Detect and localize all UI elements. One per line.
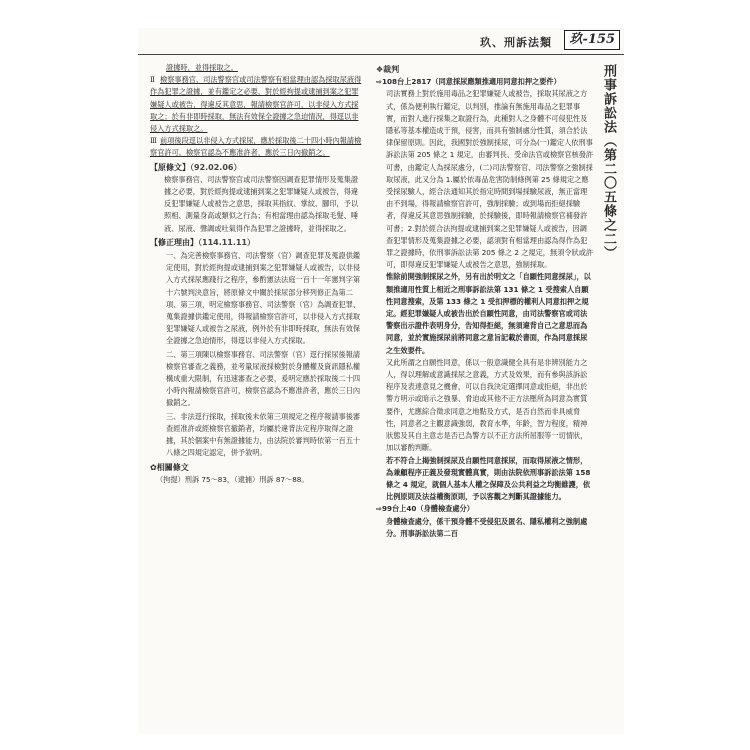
arrow-icon: ⇨ — [376, 504, 383, 514]
paragraph-3-number: Ⅲ — [150, 136, 157, 146]
case-1-key-holding: 惟除前開強制採尿之外，另有出於明文之「自願性同意採尿」，以類推適用性質上相近之刑事訴訟法第 131 條之 1 受搜索人自願性同意搜索，及第 133 條之 1 受扣押標的權利人同意扣押之規定。經犯罪嫌疑人或被告出於自願性同意，由司法警察官或司法警察出示證件表明身分，告知得拒絕，無須違背自己之意思而為同意，並於實施採尿前將同意之意旨記載於書面，作為同意採尿之生效要件。 — [386, 272, 591, 355]
paragraph-2 — [150, 74, 363, 135]
chapter-title: 玖、刑訴法類 — [480, 36, 552, 49]
amendment-reason-label: 【修正理由】 — [150, 237, 198, 247]
case-1-body: 司法實務上對於施用毒品之犯罪嫌疑人或被告，採取其尿液之方式，係為便利執行鑑定，以判別，推論有無施用毒品之犯罪事實，而對人進行採集之取證行為，此種對人之身體不可侵犯性及隱私等基本權造成干預，侵害，而具有強制處分性質，須合於法律保留原則。因此，我國對於強制採尿，可分為(一)鑑定人依刑事訴訟法第 205 條之 1 規定，由審判長、受命法官或檢察官核發許可書，由鑑定人為採尿處分，(二)司法警察官、司法警察之強制採取尿液，此又分為 1.屬於依毒品危害防制條例第 25 條規定之應受採尿驗人，經合法通知其於指定時間到場採驗尿液，無正當理由不到場，得報請檢察官許可，強制採驗；或到場而拒絕採驗者，得違反其意思強制採驗，於採驗後，即時報請檢察官補發許可書；2.對於經合法拘提或逮捕到案之犯罪嫌疑人或被告，因調查犯罪情形及蒐集證據之必要，認須對有相當理由認為得作為犯罪之證據時，依刑事訴訟法第 205 條之 2 之規定，無須令狀或許可，即得違反犯罪嫌疑人或被告之意思，強制採取。 — [386, 89, 594, 270]
paragraph-2-number: Ⅱ — [150, 75, 155, 85]
original-article-text: 檢察事務官、司法警察官或司法警察因調查犯罪情形及蒐集證據之必要，對於經拘提或逮捕到案之犯罪嫌疑人或被告，得違反犯罪嫌疑人或被告之意思，採取其指紋、掌紋、腳印，予以照相、測量身高或類似之行為；有相當理由認為採取毛髮、唾液、尿液、聲調或吐氣得作為犯罪之證據時，並得採取之。 — [164, 174, 359, 233]
reason-item-1: 一、為完善檢察事務官、司法警察（官）調查犯罪及蒐證供鑑定使用，對於經拘提或逮捕到案之犯罪嫌疑人或被告，以非侵入方式採尿應踐行之程序，參酌憲法法庭一百十一年憲判字第十六號判決意旨，將原條文中關於採尿部分移列修正為第二項、第三項，明定檢察事務官、司法警察（官）為調查犯罪、蒐集證據供鑑定使用，得報請檢察官許可，以非侵入方式採取犯罪嫌疑人或被告之尿液，例外於有非即時採取，無法有效保全證據之急迫情形，得逕以非侵入方式採取。 — [166, 251, 361, 346]
amendment-reason-date: （114.11.11） — [198, 237, 256, 247]
case-2-ref: 99台上40 — [382, 504, 417, 514]
original-article-date: （92.02.06） — [190, 162, 242, 172]
paragraph-3-text: 前項後段逕以非侵入方式採尿，應於採取後二十四小時內報請檢察官許可。檢察官認為不應准許者，應於三日內撤銷之。 — [150, 136, 362, 158]
header-divider — [138, 54, 624, 55]
rulings-heading — [376, 64, 594, 76]
case-2-title: （身體檢查處分） — [416, 504, 474, 514]
case-2-body: 身體檢查處分，係干預身體不受侵犯及匿名、隱私權利之強制處分。刑事訴訟法第二百 — [386, 516, 588, 538]
arrow-icon: ⇨ — [376, 77, 383, 87]
left-column — [150, 62, 363, 486]
case-1-title: （同意採尿應類推適用同意扣押之要件） — [431, 77, 561, 87]
case-1-ref: 108台上2817 — [382, 77, 432, 87]
paragraph-3 — [150, 135, 363, 159]
original-article-heading — [150, 162, 363, 174]
right-column — [376, 62, 594, 540]
rulings-label: 裁判 — [383, 65, 400, 74]
related-articles-label: 相關條文 — [156, 462, 189, 472]
diamond-icon: ❖ — [376, 65, 384, 74]
case-1-body-continued: 又此所謂之自願性同意，係以一般意識健全具有是非辨別能力之人，得以理解或意識採尿之意義，方式及效果，而有參與該訴訟程序及表達意見之機會，可以自我決定選擇同意或拒絕，非出於警方明示或暗示之強暴、脅迫或其他不正方法壓所為同意為實質要件，尤應綜合徵求同意之地點及方式，是否自然而非具威脅性，同意者之主觀意識強弱，教育水準，年齡，智力程度，精神狀態及其自主意志是否已為警方以不正方法所屈服等一切情狀，加以審酌判斷。 — [386, 357, 588, 453]
paragraph-2-text: 檢察事務官、司法警察官或司法警察有相當理由認為採取尿液得作為犯罪之證據，並有鑑定之必要，對於經拘提或逮捕到案之犯罪嫌疑人或被告，得違反其意思，報請檢察官許可，以非侵入方式採取之；於有非即時採取，無法有效保全證據之急迫情況，得逕以非侵入方式採取之。 — [150, 75, 362, 134]
amended-line-continued: 證據時，並得採取之。 — [166, 63, 238, 72]
case-2-heading — [376, 503, 594, 515]
case-1-heading — [376, 76, 594, 88]
amendment-reason-heading — [150, 237, 363, 249]
related-articles-heading — [150, 462, 363, 474]
side-tab-article: 刑事訴訟法（第二〇五條之二） — [601, 64, 616, 260]
related-articles-text: （拘提）刑訴 75～83，（逮捕）刑訴 87～88。 — [156, 474, 309, 484]
flower-icon: ✿ — [150, 462, 157, 472]
case-1-conclusion: 若不符合上揭強制採尿及自願性同意採尿，而取得尿液之情形，為兼顧程序正義及發現實體真實，則由法院依刑事訴訟法第 158 條之 4 規定，就個人基本人權之保障及公共利益之均衡維護，依比例原則及法益權衡原則，予以客觀之判斷其證據能力。 — [386, 455, 591, 502]
reason-item-2: 二、第三項陳以檢察事務官、司法警察（官）逕行採尿後報請檢察官審查之義務，並考量尿液採檢對於身體權及資訊隱私權構成重大限制，有迅速審查之必要，爰明定應於採取後二十四小時內報請檢察官許可，檢察官認為不應准許者，應於三日內撤銷之。 — [166, 349, 361, 408]
original-article-label: 【原條文】 — [150, 162, 190, 172]
page-number: 玖-155 — [564, 30, 620, 50]
page-header — [138, 30, 624, 52]
reason-item-3: 三、非法逕行採取，採取後未依第三項規定之程序報請事後審查經准許或經檢察官撤銷者，均屬於違背法定程序取得之證據，其於個案中有無證據能力，由法院於審判時依第一百五十八條之四規定認定，併予敘明。 — [166, 411, 361, 458]
